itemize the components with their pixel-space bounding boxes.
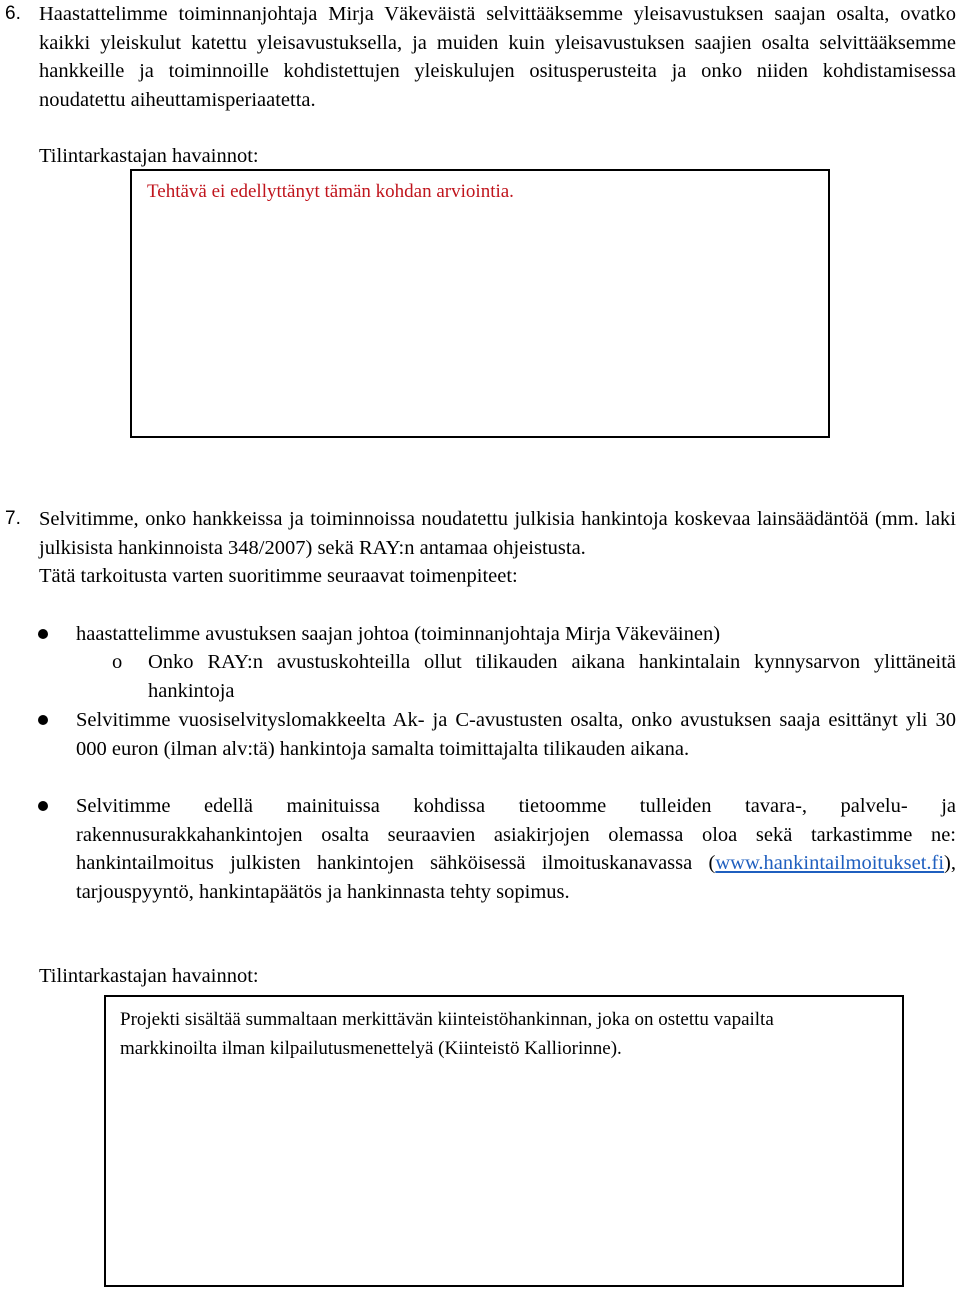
section-7-number: 7. [5, 508, 21, 529]
section-6-text: Haastattelimme toiminnanjohtaja Mirja Väkeväistä selvittääksemme yleisavustuksen saajan osalta, ovatko kaikki yleiskulut katettu yleisavustuksella, ja muiden kuin yleisavustuksen saajien osalta selvittääksemme hankkeille ja toiminnoille kohdistettujen yleiskulujen ositusperusteita ja onko niiden kohdistamisessa noudatettu aiheuttamisperiaatetta. [39, 3, 956, 111]
bullet-dot [38, 715, 48, 725]
bullet-3-text-end: ), tarjouspyyntö, hankintapäätös ja hankinnasta tehty sopimus. [76, 852, 956, 903]
section-7-text: Selvitimme, onko hankkeissa ja toiminnoissa noudatettu julkisia hankintoja koskevaa lainsäädäntöä (mm. laki julkisista hankinnoista 348/2007) sekä RAY:n antamaa ohjeistusta. [39, 508, 956, 559]
observations-label-7: Tilintarkastajan havainnot: [39, 965, 259, 987]
observations-box-6 [130, 169, 830, 438]
bullet-dot [38, 801, 48, 811]
bullet-item-1: haastattelimme avustuksen saajan johtoa (toiminnanjohtaja Mirja Väkeväinen) [76, 623, 721, 645]
sub-bullet-marker: o [112, 651, 123, 673]
hankintailmoitukset-link[interactable]: www.hankintailmoitukset.fi [715, 852, 945, 874]
observations-text-6: Tehtävä ei edellyttänyt tämän kohdan arviointia. [147, 181, 514, 202]
section-6-number: 6. [5, 3, 21, 24]
observations-box-7 [104, 995, 904, 1287]
sub-bullet-item: Onko RAY:n avustuskohteilla ollut tilikauden aikana hankintalain kynnysarvon ylittäneitä hankintoja [148, 651, 956, 702]
bullet-item-2: Selvitimme vuosiselvityslomakkeelta Ak- ja C-avustusten osalta, onko avustuksen saaja esittänyt yli 30 000 euron (ilman alv:tä) hankintoja samalta toimittajalta tilikauden aikana. [76, 709, 956, 760]
observations-label-6: Tilintarkastajan havainnot: [39, 145, 259, 167]
section-7-text-continued: Tätä tarkoitusta varten suoritimme seuraavat toimenpiteet: [39, 565, 518, 587]
bullet-3-text-start: Selvitimme edellä mainituissa kohdissa tietoomme tulleiden tavara-, palvelu- ja rakennusurakkahankintojen osalta seuraavien asiakirjojen olemassa oloa sekä tarkastimme ne: hankintailmoitus julkisten hankintojen sähköisessä ilmoituskanavassa ( [76, 795, 956, 874]
bullet-item-3 [76, 792, 956, 906]
observations-text-7: Projekti sisältää summaltaan merkittävän kiinteistöhankinnan, joka on ostettu vapailta markkinoilta ilman kilpailutusmenettelyä (Kiinteistö Kalliorinne). [120, 1009, 774, 1059]
bullet-dot [38, 629, 48, 639]
